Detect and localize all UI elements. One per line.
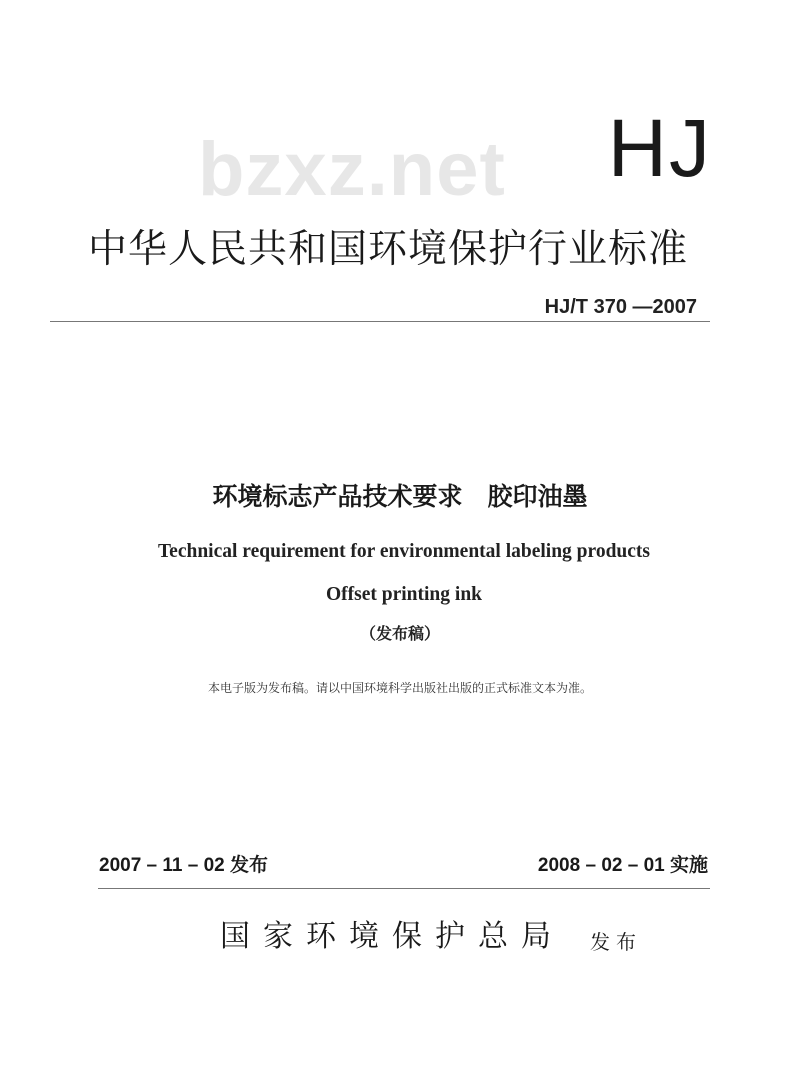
issue-date: 2007 – 11 – 02 发布 — [99, 855, 269, 876]
effective-date: 2008 – 02 – 01 实施 — [537, 855, 708, 876]
standard-number: HJ/T 370 —2007 — [544, 296, 697, 318]
english-title-line2: Offset printing ink — [325, 584, 483, 605]
chinese-title: 环境标志产品技术要求 胶印油墨 — [212, 482, 588, 511]
edition-notice: 本电子版为发布稿。请以中国环境科学出版社出版的正式标准文本为准。 — [207, 681, 592, 695]
header-divider — [50, 321, 710, 322]
publisher-suffix: 发布 — [590, 930, 642, 954]
watermark: bzxz.net — [198, 127, 506, 212]
publisher-name: 国家环境保护总局 — [220, 919, 564, 954]
draft-status: （发布稿） — [359, 624, 440, 643]
hj-logo: HJ — [607, 103, 712, 194]
footer-divider — [98, 888, 710, 889]
english-title-line1: Technical requirement for environmental labeling products — [157, 541, 651, 562]
organization-title: 中华人民共和国环境保护行业标准 — [88, 227, 689, 272]
